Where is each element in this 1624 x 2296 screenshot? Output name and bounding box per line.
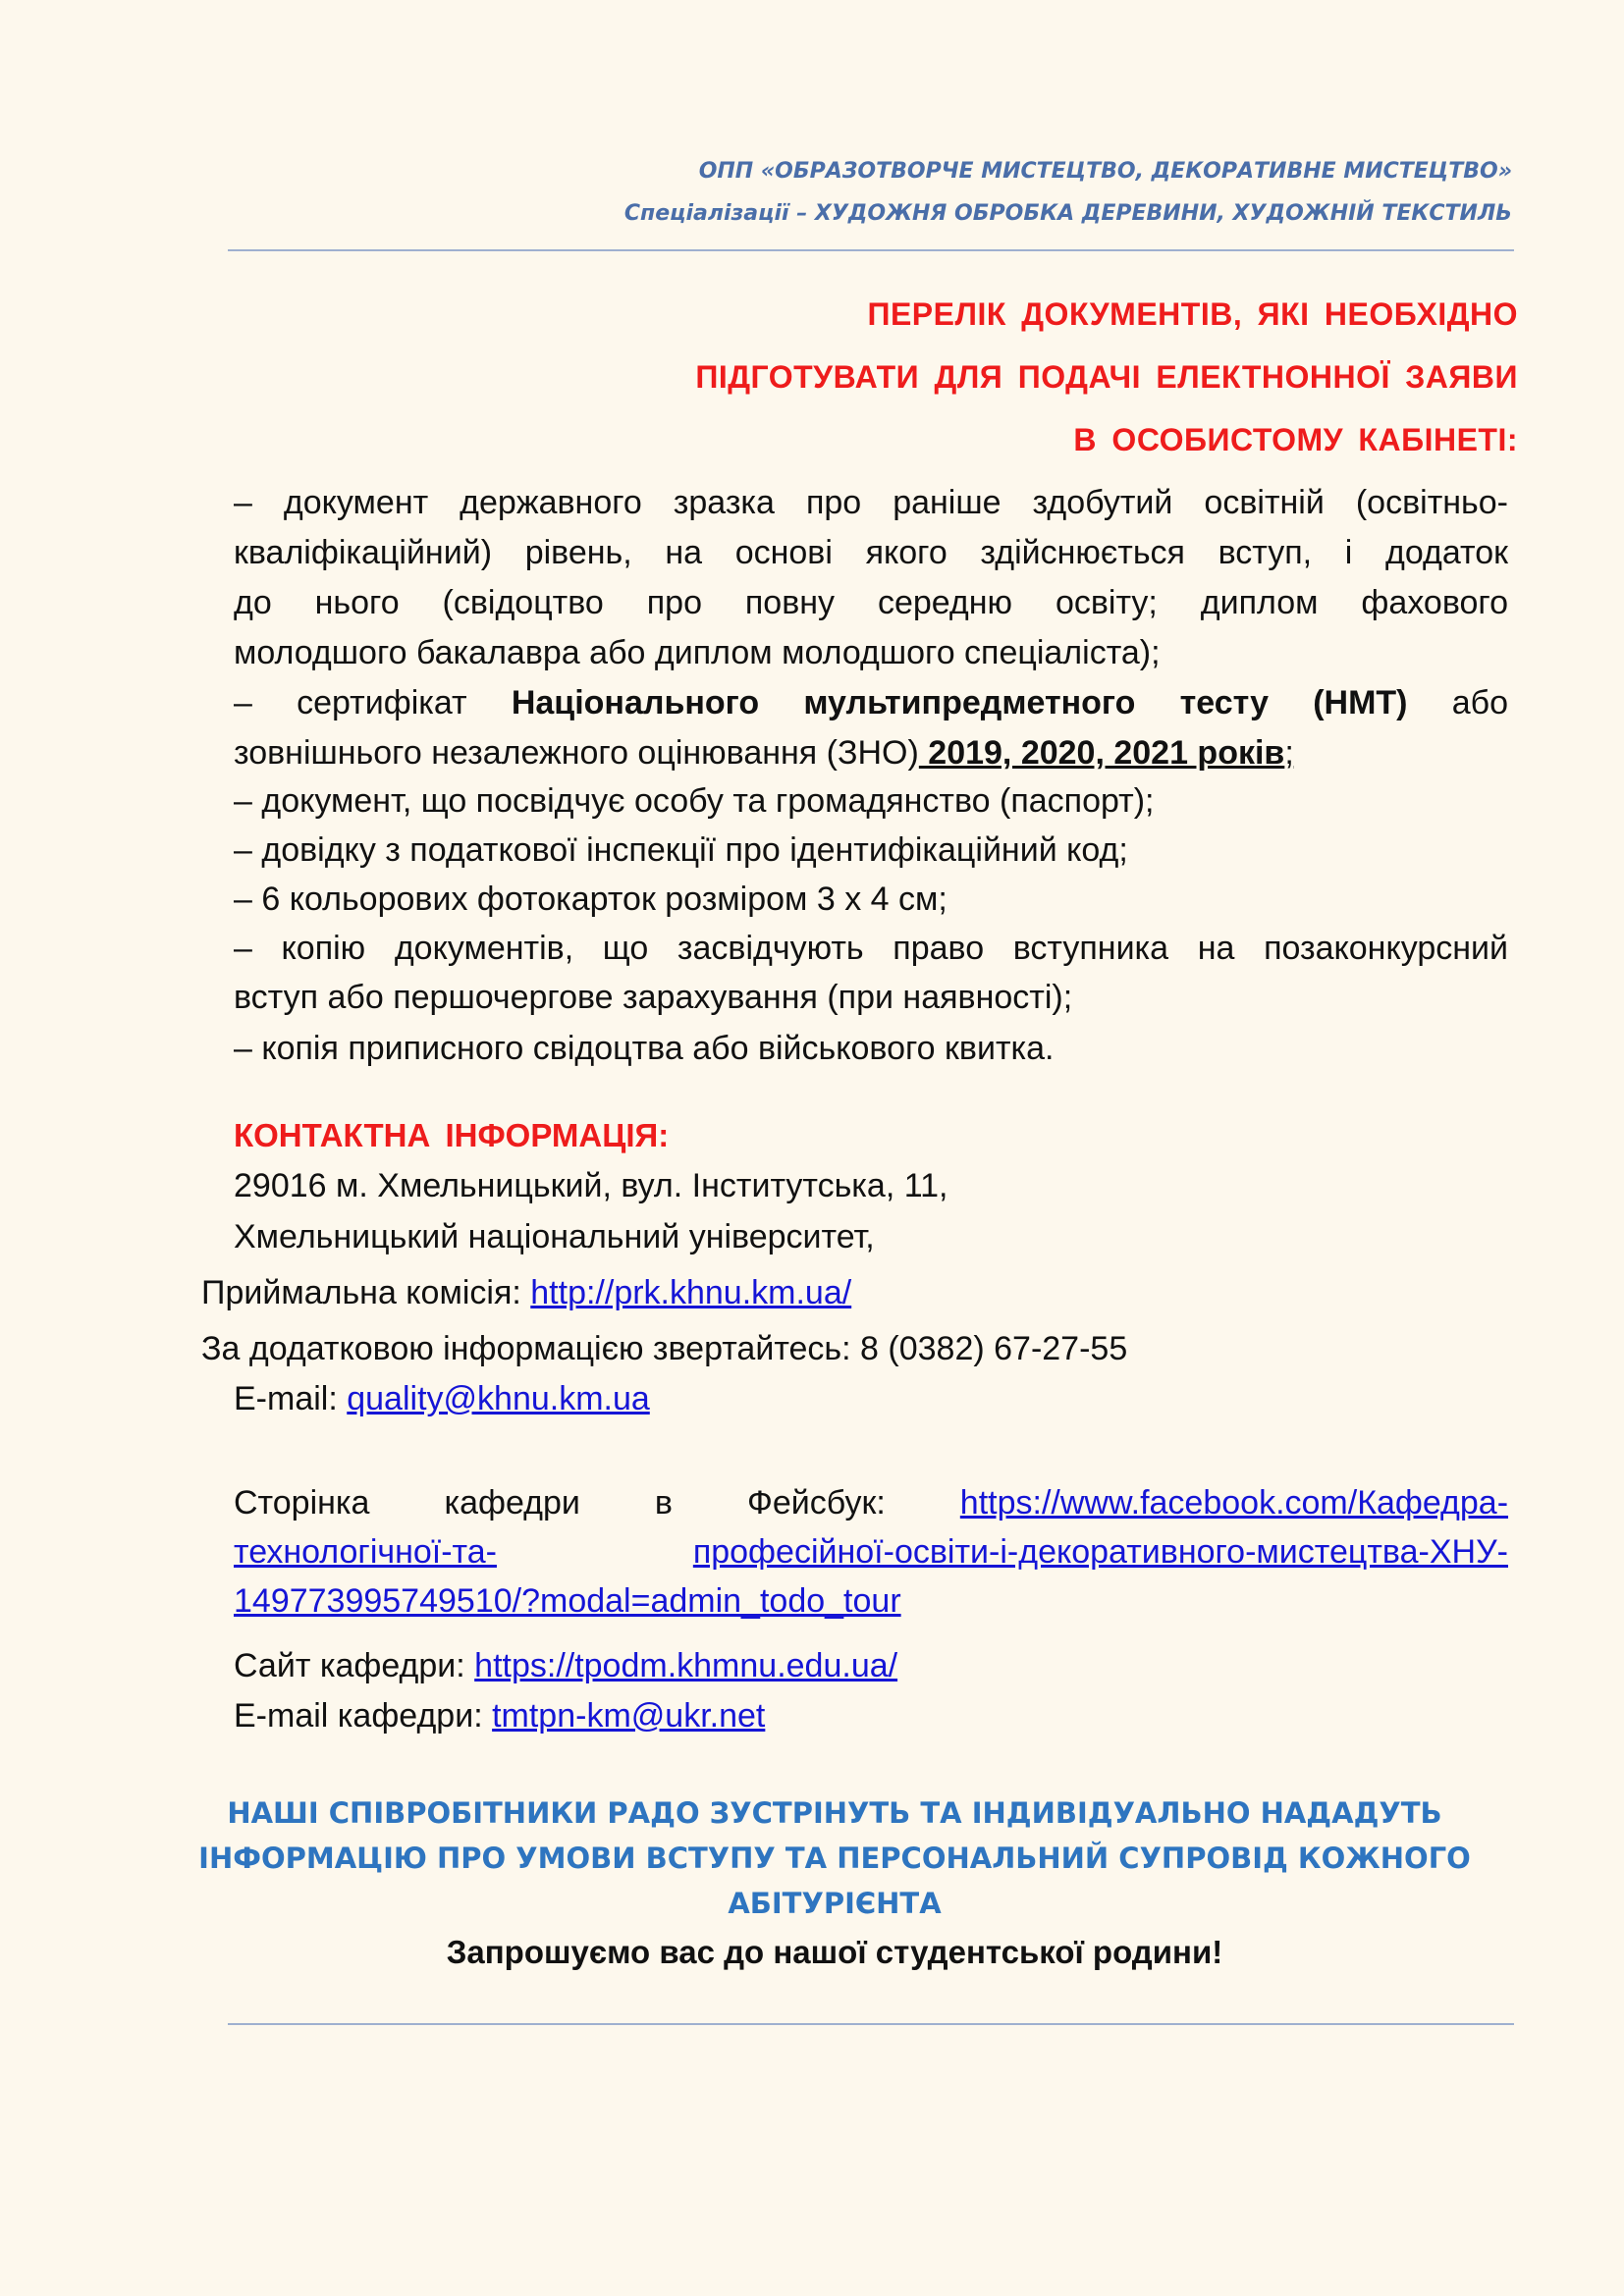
doc-item-4: – довідку з податкової інспекції про ідентифікаційний код;: [234, 831, 1128, 869]
doc-item-2-line-1: [234, 683, 1508, 722]
phone-label: За додатковою інформацією звертайтесь:: [201, 1330, 861, 1367]
facebook-word-2: кафедри: [444, 1484, 580, 1522]
doc-item-2-test-name: Національного мультипредметного тесту (НМТ): [511, 684, 1408, 721]
facebook-line-1: [234, 1483, 1508, 1522]
doc-item-1-line-2: кваліфікаційний) рівень, на основі якого здійснюється вступ, і додаток: [234, 534, 1508, 571]
doc-item-1-line-4: молодшого бакалавра або диплом молодшого спеціаліста);: [234, 634, 1161, 671]
admission-committee: [201, 1273, 1476, 1312]
doc-item-2-end: ;: [1284, 734, 1294, 772]
contact-address: 29016 м. Хмельницький, вул. Інститутська, 11,: [234, 1167, 948, 1204]
doc-item-2-prefix: – сертифікат: [234, 684, 467, 721]
email-link[interactable]: quality@khnu.km.ua: [347, 1380, 650, 1417]
facebook-word-4: Фейсбук:: [746, 1484, 886, 1522]
invitation: Запрошуємо вас до нашої студентської родини!: [446, 1934, 1223, 1970]
phone-number: 8 (0382) 67-27-55: [860, 1330, 1128, 1367]
admission-committee-label: Приймальна комісія:: [201, 1274, 531, 1311]
bottom-divider: [228, 2023, 1514, 2025]
doc-item-2-zno: зовнішнього незалежного оцінювання (ЗНО): [234, 734, 919, 772]
facebook-link-part-2a[interactable]: технологічної-та-: [234, 1533, 497, 1571]
dept-email-label: E-mail кафедри:: [234, 1697, 493, 1735]
dept-site-label: Сайт кафедри:: [234, 1647, 475, 1684]
title-line-2: ПІДГОТУВАТИ ДЛЯ ПОДАЧІ ЕЛЕКТНОННОЇ ЗАЯВИ: [695, 359, 1518, 395]
contact-heading: КОНТАКТНА ІНФОРМАЦІЯ:: [234, 1117, 670, 1153]
doc-item-6-line-2: вступ або першочергове зарахування (при наявності);: [234, 979, 1073, 1016]
dept-email-link[interactable]: tmtpn-km@ukr.net: [492, 1697, 766, 1735]
header-specializations: Спеціалізації – ХУДОЖНЯ ОБРОБКА ДЕРЕВИНИ, ХУДОЖНІЙ ТЕКСТИЛЬ: [623, 201, 1512, 226]
facebook-link-part-2b[interactable]: професійної-освіти-і-декоративного-мистецтва-ХНУ-: [692, 1533, 1508, 1571]
staff-message-line-1: НАШІ СПІВРОБІТНИКИ РАДО ЗУСТРІНУТЬ ТА ІНДИВІДУАЛЬНО НАДАДУТЬ: [227, 1796, 1442, 1830]
doc-item-2-line-2: [234, 733, 1508, 773]
facebook-line-2: [234, 1532, 1508, 1572]
email-label: E-mail:: [234, 1380, 348, 1417]
staff-message-line-2: ІНФОРМАЦІЮ ПРО УМОВИ ВСТУПУ ТА ПЕРСОНАЛЬНИЙ СУПРОВІД КОЖНОГО: [198, 1842, 1471, 1875]
doc-item-1-line-3: до нього (свідоцтво про повну середню освіту; диплом фахового: [234, 584, 1508, 621]
dept-site-link[interactable]: https://tpodm.khmnu.edu.ua/: [474, 1647, 898, 1684]
header-program: ОПП «ОБРАЗОТВОРЧЕ МИСТЕЦТВО, ДЕКОРАТИВНЕ МИСТЕЦТВО»: [698, 159, 1512, 184]
phone-info: [201, 1329, 1476, 1368]
title-line-3: В ОСОБИСТОМУ КАБІНЕТІ:: [1073, 422, 1518, 457]
title-line-1: ПЕРЕЛІК ДОКУМЕНТІВ, ЯКІ НЕОБХІДНО: [867, 296, 1518, 332]
dept-site: [234, 1646, 1508, 1685]
facebook-link-part-3[interactable]: 149773995749510/?modal=admin_todo_tour: [234, 1582, 901, 1620]
top-divider: [228, 249, 1514, 251]
doc-item-3: – документ, що посвідчує особу та громадянство (паспорт);: [234, 782, 1155, 820]
contact-university: Хмельницький національний університет,: [234, 1218, 875, 1255]
doc-item-7: – копія приписного свідоцтва або військового квитка.: [234, 1030, 1055, 1067]
doc-item-1-line-1: – документ державного зразка про раніше здобутий освітній (освітньо-: [234, 484, 1508, 521]
facebook-link-part-1[interactable]: https://www.facebook.com/Кафедра-: [959, 1484, 1509, 1522]
dept-email: [234, 1696, 1508, 1735]
doc-item-6-line-1: – копію документів, що засвідчують право вступника на позаконкурсний: [234, 930, 1508, 967]
doc-item-2-years: 2019, 2020, 2021 років: [918, 734, 1285, 772]
email-info: [234, 1379, 1508, 1418]
facebook-line-3: [234, 1581, 1508, 1621]
facebook-word-3: в: [654, 1484, 673, 1522]
staff-message-line-3: АБІТУРІЄНТА: [728, 1887, 942, 1920]
facebook-word-1: Сторінка: [234, 1484, 370, 1522]
doc-item-5: – 6 кольорових фотокарток розміром 3 х 4 см;: [234, 881, 947, 918]
admission-committee-link[interactable]: http://prk.khnu.km.ua/: [530, 1274, 852, 1311]
doc-item-2-suffix: або: [1451, 684, 1509, 721]
